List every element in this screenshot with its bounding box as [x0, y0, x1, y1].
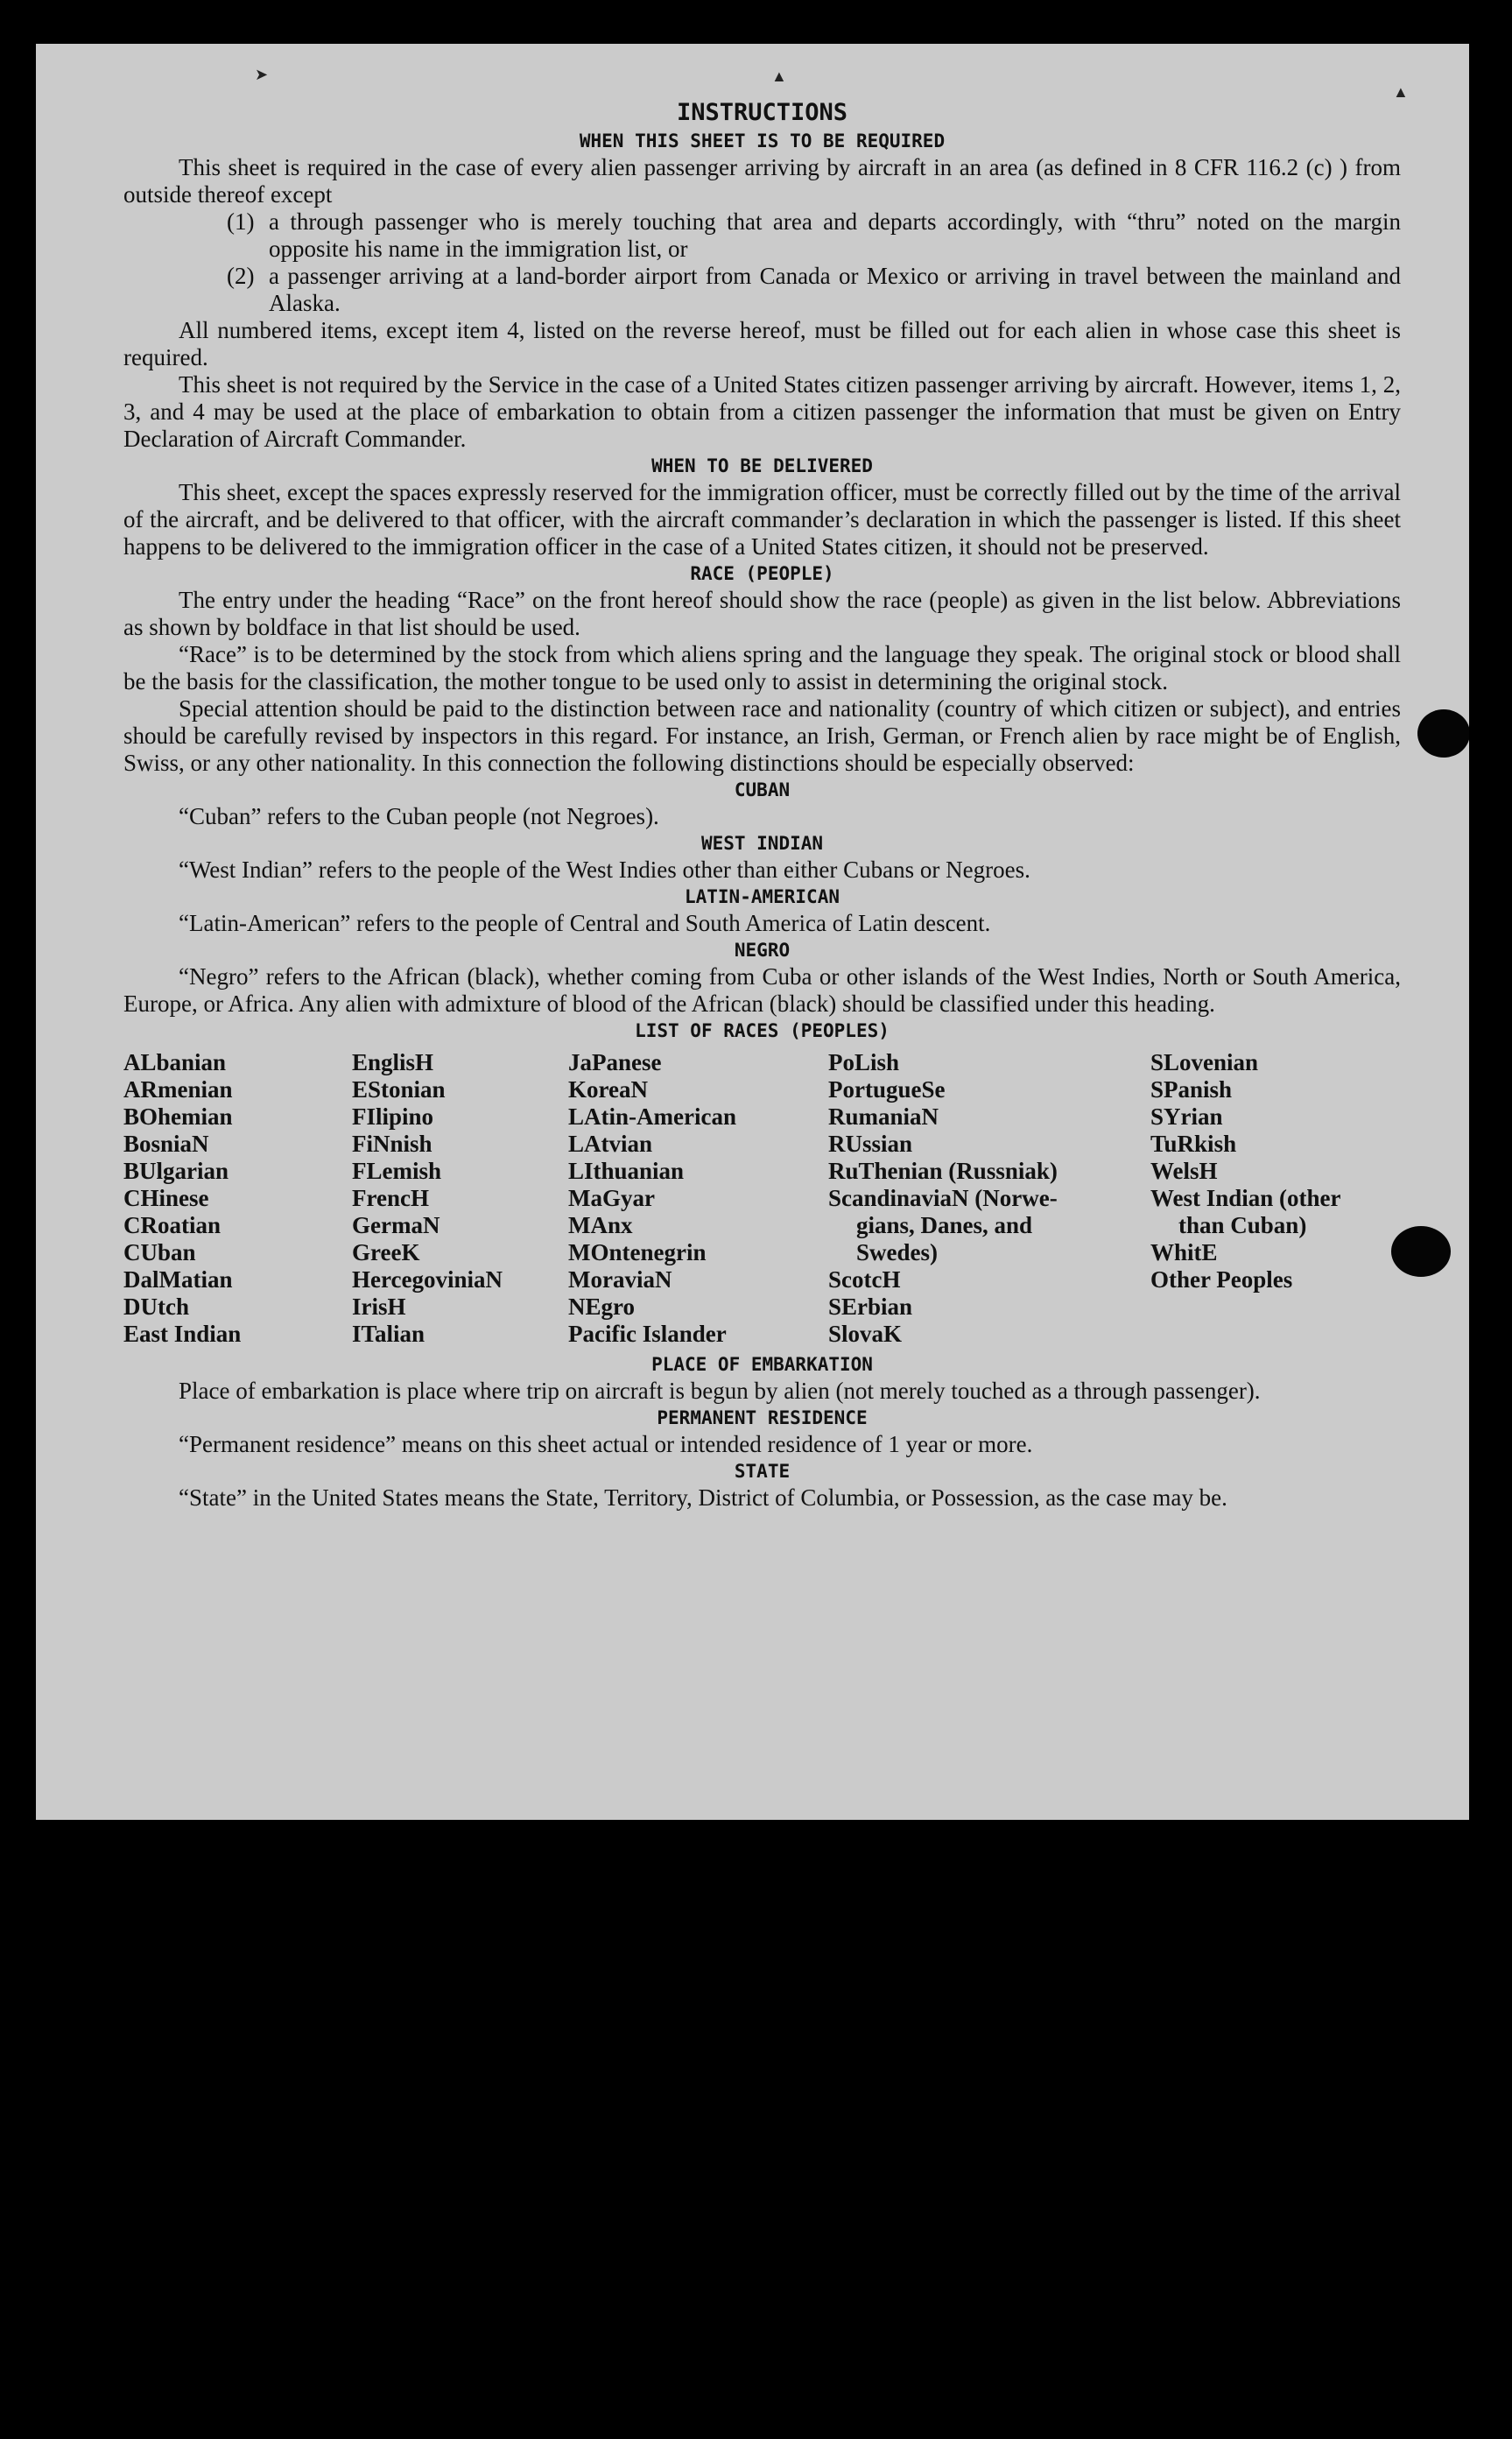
- race-entry: Other Peoples: [1150, 1266, 1293, 1293]
- heading-latin-american: LATIN-AMERICAN: [684, 886, 840, 907]
- race-entry: HercegoviniaN: [352, 1266, 503, 1293]
- paragraph-cuban: “Cuban” refers to the Cuban people (not Negroes).: [179, 803, 659, 829]
- race-column: [828, 1049, 1150, 1348]
- heading-race: RACE (PEOPLE): [690, 563, 834, 584]
- paragraph-race-definition: “Race” is to be determined by the stock from which aliens spring and the language they speak. The original stock or blood shall be the basis for the classification, the mother tongue to be used only to assist in determining the original stock.: [123, 641, 1401, 694]
- scan-speck: ➤: [255, 66, 269, 83]
- race-entry: SlovaK: [828, 1321, 903, 1347]
- paragraph-race-nationality: Special attention should be paid to the distinction between race and nationality (country of which citizen or subject), and entries should be carefully revised by inspectors in this regard. For instance, an Irish, German, or French alien by race might be of English, Swiss, or any other nationality. In this connection the following distinctions should be especially observed:: [123, 695, 1401, 776]
- race-entry: Swedes): [856, 1239, 938, 1265]
- race-entry: IrisH: [352, 1294, 406, 1320]
- race-entry: CUban: [123, 1239, 196, 1265]
- race-column: [568, 1049, 828, 1348]
- race-entry: SYrian: [1150, 1103, 1223, 1130]
- race-entry: TuRkish: [1150, 1131, 1237, 1157]
- race-list: [123, 1049, 1401, 1348]
- race-entry: ITalian: [352, 1321, 425, 1347]
- race-entry: RUssian: [828, 1131, 913, 1157]
- exception-number: (1): [227, 208, 255, 235]
- race-entry: FiNnish: [352, 1131, 433, 1157]
- race-entry: PoLish: [828, 1049, 900, 1075]
- race-entry: PortugueSe: [828, 1076, 946, 1103]
- race-entry: WelsH: [1150, 1158, 1218, 1184]
- exception-text: a through passenger who is merely touching that area and departs accordingly, with “thru” noted on the margin opposite his name in the immigration list, or: [269, 208, 1401, 262]
- exception-number: (2): [227, 263, 255, 289]
- race-entry: FrencH: [352, 1185, 429, 1211]
- paragraph-west-indian: “West Indian” refers to the people of the West Indies other than either Cubans or Negroes.: [179, 856, 1030, 883]
- race-entry: EStonian: [352, 1076, 446, 1103]
- race-entry: GermaN: [352, 1212, 440, 1238]
- race-entry: LAtin-American: [568, 1103, 736, 1130]
- race-entry: WhitE: [1150, 1239, 1218, 1265]
- paragraph-embarkation: Place of embarkation is place where trip on aircraft is begun by alien (not merely touched as a through passenger).: [179, 1378, 1261, 1404]
- race-entry: MAnx: [568, 1212, 633, 1238]
- exception-item-2: [227, 263, 1401, 317]
- race-entry: BUlgarian: [123, 1158, 229, 1184]
- race-entry: SPanish: [1150, 1076, 1233, 1103]
- ink-smudge: [1391, 1226, 1451, 1277]
- heading-cuban: CUBAN: [734, 779, 791, 800]
- race-entry: LAtvian: [568, 1131, 653, 1157]
- paragraph-negro: “Negro” refers to the African (black), whether coming from Cuba or other islands of the West Indies, North or South America, Europe, or Africa. Any alien with admixture of blood of the African (black) should be classified under this heading.: [123, 963, 1401, 1017]
- race-entry: SErbian: [828, 1294, 913, 1320]
- race-entry: GreeK: [352, 1239, 420, 1265]
- paragraph-state: “State” in the United States means the State, Territory, District of Columbia, or Possession, as the case may be.: [179, 1484, 1227, 1511]
- scan-speck: ▲: [771, 67, 787, 85]
- race-entry: KoreaN: [568, 1076, 648, 1103]
- race-column: [352, 1049, 568, 1348]
- race-entry: than Cuban): [1178, 1212, 1307, 1238]
- race-entry: RumaniaN: [828, 1103, 939, 1130]
- paragraph-permanent-residence: “Permanent residence” means on this sheet actual or intended residence of 1 year or more.: [179, 1431, 1033, 1457]
- paragraph-delivery: This sheet, except the spaces expressly reserved for the immigration officer, must be correctly filled out by the time of the arrival of the aircraft, and be delivered to that officer, with the aircraft commander’s declaration in which the passenger is listed. If this sheet happens to be delivered to the immigration officer in the case of a United States citizen, it should not be preserved.: [123, 479, 1401, 560]
- ink-smudge: [1417, 709, 1469, 758]
- race-entry: NEgro: [568, 1294, 636, 1320]
- race-entry: BOhemian: [123, 1103, 233, 1130]
- race-entry: JaPanese: [568, 1049, 662, 1075]
- heading-negro: NEGRO: [734, 940, 791, 961]
- race-entry: EnglisH: [352, 1049, 434, 1075]
- race-entry: DUtch: [123, 1294, 189, 1320]
- exception-text: a passenger arriving at a land-border airport from Canada or Mexico or arriving in travel between the mainland and Alaska.: [269, 263, 1401, 316]
- paragraph-race-entry: The entry under the heading “Race” on the front hereof should show the race (people) as given in the list below. Abbreviations as shown by boldface in that list should be used.: [123, 587, 1401, 640]
- instruction-sheet: [36, 44, 1469, 1820]
- race-entry: MaGyar: [568, 1185, 655, 1211]
- paragraph-required: This sheet is required in the case of every alien passenger arriving by aircraft in an area (as defined in 8 CFR 116.2 (c) ) from outside thereof except: [123, 154, 1401, 208]
- race-entry: East Indian: [123, 1321, 242, 1347]
- race-entry: gians, Danes, and: [856, 1212, 1033, 1238]
- race-entry: ALbanian: [123, 1049, 227, 1075]
- race-entry: Pacific Islander: [568, 1321, 727, 1347]
- heading-west-indian: WEST INDIAN: [700, 833, 824, 854]
- race-entry: RuThenian (Russniak): [828, 1158, 1058, 1184]
- race-entry: FIlipino: [352, 1103, 434, 1130]
- heading-permanent-residence: PERMANENT RESIDENCE: [657, 1407, 868, 1428]
- paragraph-citizen: This sheet is not required by the Service in the case of a United States citizen passenger arriving by aircraft. However, items 1, 2, 3, and 4 may be used at the place of embarkation to obtain from a citizen passenger the information that must be given on Entry Declaration of Aircraft Commander.: [123, 371, 1401, 452]
- heading-list-of-races: LIST OF RACES (PEOPLES): [635, 1020, 890, 1041]
- race-entry: ScotcH: [828, 1266, 901, 1293]
- race-entry: CHinese: [123, 1185, 209, 1211]
- race-entry: ScandinaviaN (Norwe-: [828, 1185, 1058, 1211]
- race-column: [123, 1049, 352, 1348]
- exception-item-1: [227, 208, 1401, 263]
- race-column: [1150, 1049, 1413, 1348]
- race-entry: MOntenegrin: [568, 1239, 707, 1265]
- race-entry: West Indian (other: [1150, 1185, 1341, 1211]
- scan-speck: ▲: [1393, 83, 1409, 101]
- heading-embarkation: PLACE OF EMBARKATION: [651, 1354, 873, 1375]
- paragraph-latin-american: “Latin-American” refers to the people of Central and South America of Latin descent.: [179, 910, 991, 936]
- race-entry: LIthuanian: [568, 1158, 685, 1184]
- race-entry: FLemish: [352, 1158, 442, 1184]
- race-entry: BosniaN: [123, 1131, 209, 1157]
- race-entry: DalMatian: [123, 1266, 233, 1293]
- paragraph-numbered-items: All numbered items, except item 4, listed on the reverse hereof, must be filled out for each alien in whose case this sheet is required.: [123, 317, 1401, 370]
- race-entry: CRoatian: [123, 1212, 222, 1238]
- heading-when-delivered: WHEN TO BE DELIVERED: [651, 455, 873, 476]
- race-entry: ARmenian: [123, 1076, 233, 1103]
- heading-when-required: WHEN THIS SHEET IS TO BE REQUIRED: [579, 130, 946, 152]
- race-entry: SLovenian: [1150, 1049, 1259, 1075]
- heading-state: STATE: [734, 1461, 791, 1482]
- race-entry: MoraviaN: [568, 1266, 672, 1293]
- page-title: INSTRUCTIONS: [676, 99, 848, 126]
